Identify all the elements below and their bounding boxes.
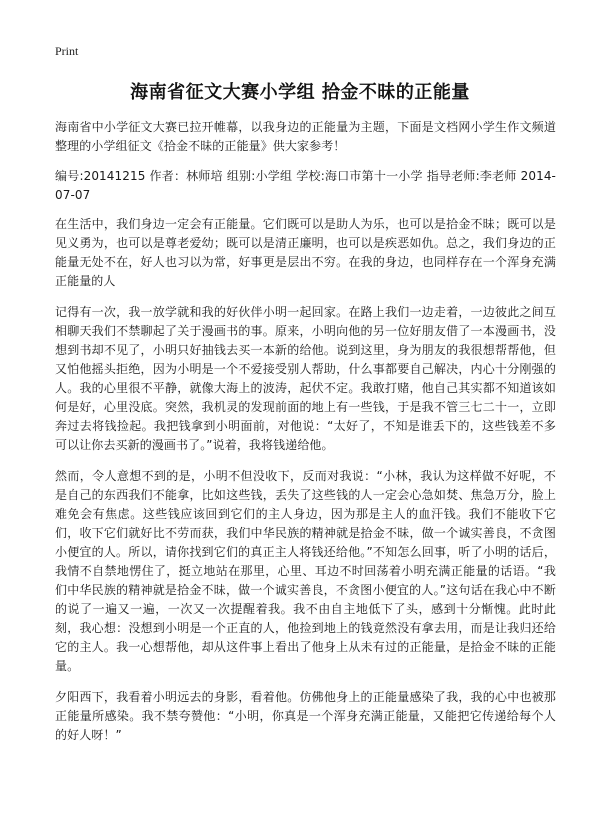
meta-info: 编号:20141215 作者：林师培 组别:小学组 学校:海口市第十一小学 指导老师:李老师 2014-07-07 (55, 169, 556, 202)
body-paragraph-2: 记得有一次，我一放学就和我的好伙伴小明一起回家。在路上我们一边走着，一边彼此之间互相聊天我们不禁聊起了关于漫画书的事。原来，小明向他的另一位好朋友借了一本漫画书，没想到书却不见了，小明只好抽钱去买一本新的给他。说到这里，身为朋友的我很想帮帮他，但又怕他摇头拒绝，因为小明是一个不爱接受别人帮助，什么事都要自己解决，内心十分刚强的人。我的心里很不平静，就像大海上的波涛，起伏不定。我敢打赌，他自己其实都不知道该如何是好，心里没底。突然，我机灵的发现前面的地上有一些钱，于是我不管三七二十一，立即奔过去将钱捡起。我把钱拿到小明面前，对他说：“太好了，不知是谁丢下的，这些钱差不多可以让你去买新的漫画书了。”说着，我将钱递给他。 (55, 305, 556, 452)
article-title: 海南省征文大赛小学组 拾金不昧的正能量 (130, 82, 470, 103)
body-paragraph-1: 在生活中，我们身边一定会有正能量。它们既可以是助人为乐，也可以是拾金不昧；既可以是见义勇为，也可以是尊老爱幼；既可以是清正廉明，也可以是疾恶如仇。总之，我们身边的正能量无处不在，好人也习以为常，好事更是层出不穷。在我的身边，也同样存在一个浑身充满正能量的人 (55, 217, 556, 288)
article-body (55, 118, 556, 757)
print-link[interactable]: Print (55, 44, 79, 58)
body-paragraph-3: 然而，令人意想不到的是，小明不但没收下，反而对我说：“小林，我认为这样做不好呢，不是自己的东西我们不能拿，比如这些钱，丢失了这些钱的人一定会心急如焚、焦急万分，脸上难免会有焦虑。这些钱应该回到它们的主人身边，因为那是主人的血汗钱。我们不能收下它们，收下它们就好比不劳而获，我们中华民族的精神就是拾金不昧，做一个诚实善良，不贪图小便宜的人。所以，请你找到它们的真正主人将钱还给他。”不知怎么回事，听了小明的话后，我情不自禁地愣住了，挺立地站在那里，心里、耳边不时回荡着小明充满正能量的话语。“我们中华民族的精神就是拾金不昧，做一个诚实善良，不贪图小便宜的人。”这句话在我心中不断的说了一遍又一遍，一次又一次提醒着我。我不由自主地低下了头，感到十分惭愧。此时此刻，我心想：没想到小明是一个正直的人，他捡到地上的钱竟然没有拿去用，而是让我归还给它的主人。我一心想帮他，却从这件事上看出了他身上从未有过的正能量，是拾金不昧的正能量。 (55, 469, 556, 673)
body-paragraph-4: 夕阳西下，我看着小明远去的身影，看着他。仿佛他身上的正能量感染了我，我的心中也被那正能量所感染。我不禁夸赞他：“小明，你真是一个浑身充满正能量，又能把它传递给每个人的好人呀！” (55, 690, 556, 742)
intro-paragraph: 海南省中小学征文大赛已拉开帷幕，以我身边的正能量为主题，下面是文档网小学生作文频道整理的小学组征文《拾金不昧的正能量》供大家参考！ (55, 120, 556, 153)
